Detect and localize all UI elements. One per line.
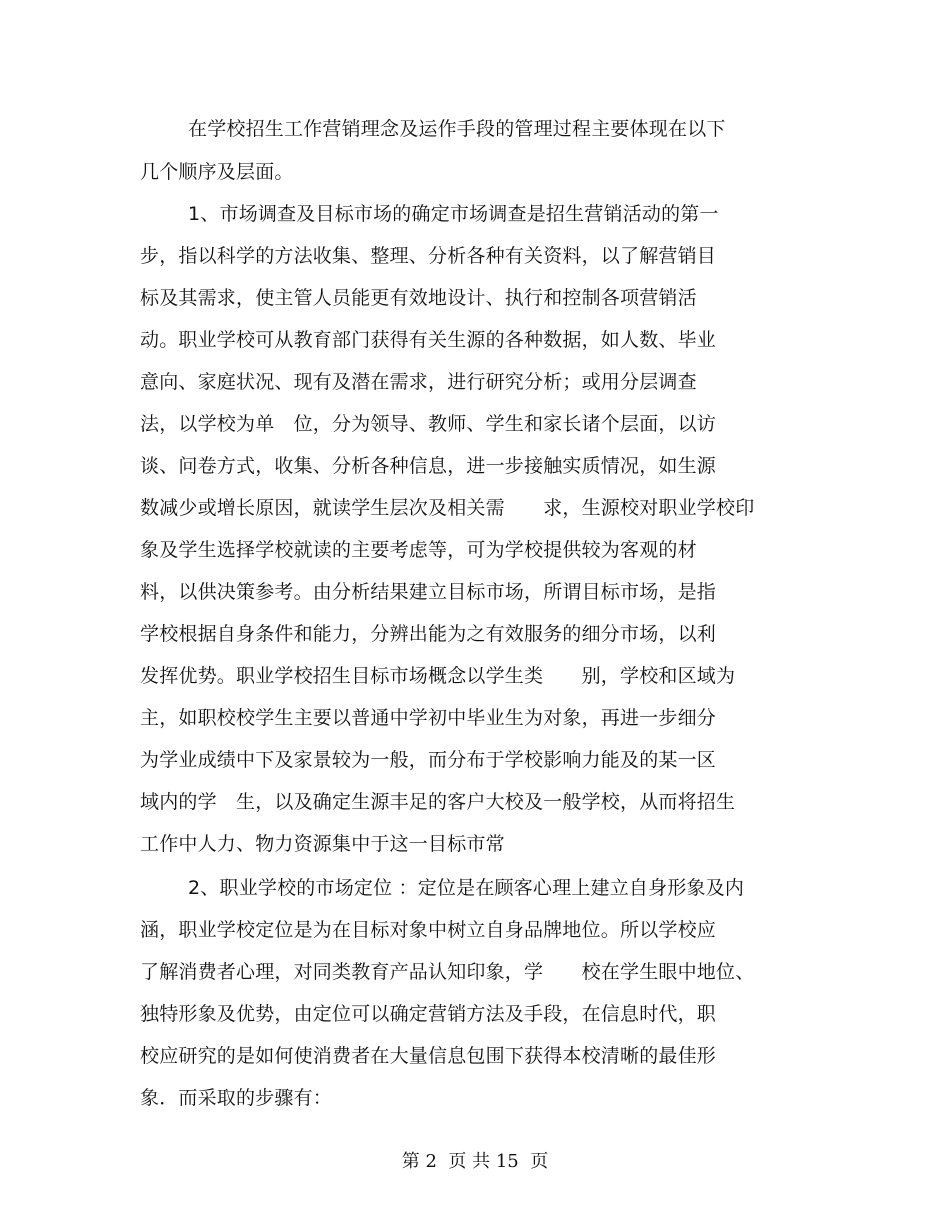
paragraph-line: 校应研究的是如何使消费者在大量信息包围下获得本校清晰的最佳形	[140, 1045, 717, 1067]
paragraph-line: 法，以学校为单 位，分为领导、教师、学生和家长诸个层面，以访	[140, 413, 717, 435]
paragraph-line: 了解消费者心理，对同类教育产品认知印象，学 校在学生眼中地位、	[140, 961, 755, 983]
paragraph-line: 1、市场调查及目标市场的确定市场调查是招生营销活动的第一	[188, 203, 719, 225]
paragraph-line: 步，指以科学的方法收集、整理、分析各种有关资料，以了解营销目	[140, 245, 717, 267]
paragraph-line: 学校根据自身条件和能力，分辨出能为之有效服务的细分市场，以利	[140, 623, 717, 645]
paragraph-line: 象．而采取的步骤有：	[140, 1087, 333, 1109]
paragraph-line: 象及学生选择学校就读的主要考虑等，可为学校提供较为客观的材	[140, 539, 697, 561]
paragraph-line: 动。职业学校可从教育部门获得有关生源的各种数据，如人数、毕业	[140, 329, 717, 351]
paragraph-line: 主，如职校校学生主要以普通中学初中毕业生为对象，再进一步细分	[140, 707, 717, 729]
paragraph-line: 几个顺序及层面。	[140, 161, 294, 183]
paragraph-line: 意向、家庭状况、现有及潜在需求，进行研究分析；或用分层调查	[140, 371, 697, 393]
paragraph-line: 工作中人力、物力资源集中于这一目标市常	[140, 833, 505, 855]
paragraph-line: 发挥优势。职业学校招生目标市场概念以学生类 别，学校和区域为	[140, 665, 736, 687]
paragraph-line: 谈、问卷方式，收集、分析各种信息，进一步接触实质情况，如生源	[140, 455, 717, 477]
paragraph-line: 域内的学 生，以及确定生源丰足的客户大校及一般学校，从而将招生	[140, 791, 736, 813]
paragraph-line: 在学校招生工作营销理念及运作手段的管理过程主要体现在以下	[188, 118, 726, 140]
paragraph-line: 数减少或增长原因，就读学生层次及相关需 求，生源校对职业学校印	[140, 497, 755, 519]
paragraph-line: 独特形象及优势，由定位可以确定营销方法及手段，在信息时代，职	[140, 1003, 717, 1025]
paragraph-line: 涵，职业学校定位是为在目标对象中树立自身品牌地位。所以学校应	[140, 919, 717, 941]
paragraph-line: 料，以供决策参考。由分析结果建立目标市场，所谓目标市场，是指	[140, 581, 717, 603]
paragraph-line: 标及其需求，使主管人员能更有效地设计、执行和控制各项营销活	[140, 287, 697, 309]
page-number-footer: 第 2 页 共 15 页	[401, 1151, 549, 1172]
paragraph-line: 为学业成绩中下及家景较为一般，而分布于学校影响力能及的某一区	[140, 749, 717, 771]
paragraph-line: 2、职业学校的市场定位 ：定位是在顾客心理上建立自身形象及内	[188, 877, 745, 899]
